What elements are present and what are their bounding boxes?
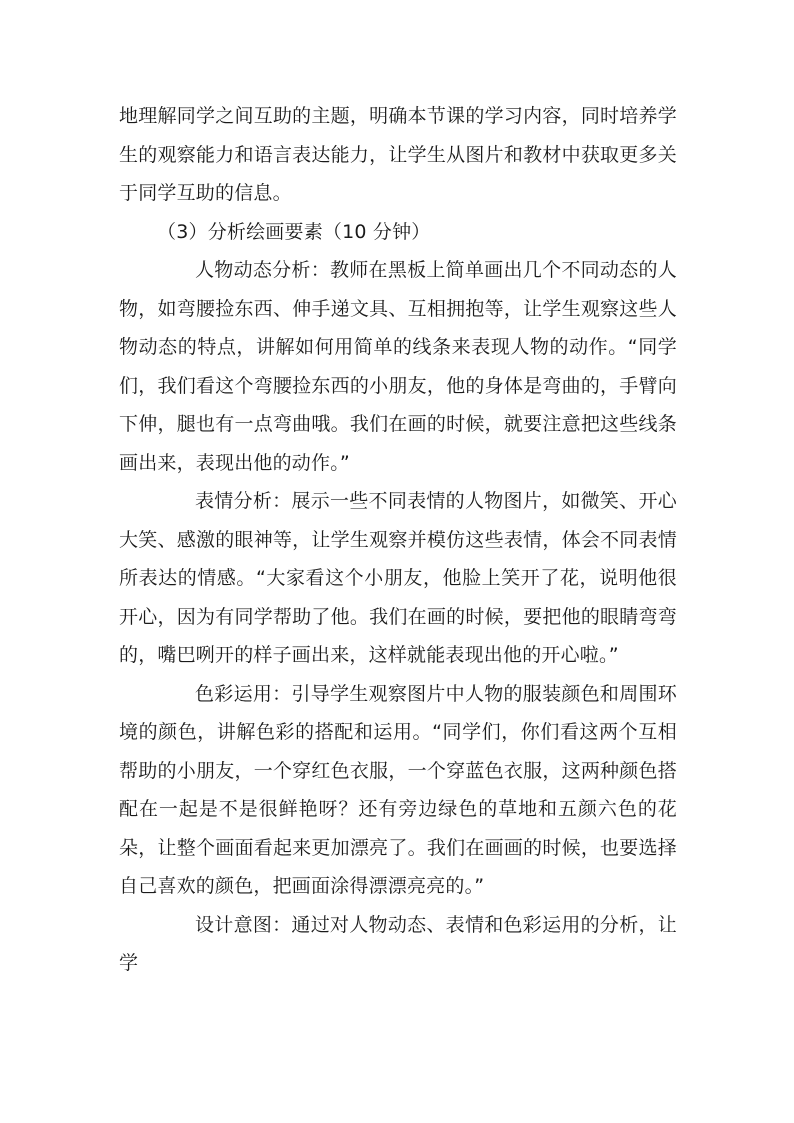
paragraph-color-usage: 色彩运用：引导学生观察图片中人物的服装颜色和周围环境的颜色，讲解色彩的搭配和运用。“同学们，你们看这两个互相帮助的小朋友，一个穿红色衣服，一个穿蓝色衣服，这两种颜色搭配在一起是不是很鲜艳呀？还有旁边绿色的草地和五颜六色的花朵，让整个画面看起来更加漂亮了。我们在画画的时候，也要选择自己喜欢的颜色，把画面涂得漂漂亮亮的。” bbox=[119, 682, 677, 897]
paragraph-figure-motion: 人物动态分析：教师在黑板上简单画出几个不同动态的人物，如弯腰捡东西、伸手递文具、互相拥抱等，让学生观察这些人物动态的特点，讲解如何用简单的线条来表现人物的动作。“同学们，我们看这个弯腰捡东西的小朋友，他的身体是弯曲的，手臂向下伸，腿也有一点弯曲哦。我们在画的时候，就要注意把这些线条画出来，表现出他的动作。” bbox=[119, 259, 677, 474]
paragraph-continuation: 地理解同学之间互助的主题，明确本节课的学习内容，同时培养学生的观察能力和语言表达能力，让学生从图片和教材中获取更多关于同学互助的信息。 bbox=[119, 105, 677, 204]
paragraph-design-intent: 设计意图：通过对人物动态、表情和色彩运用的分析，让学 bbox=[119, 913, 677, 974]
document-body bbox=[119, 97, 677, 983]
section-heading: （3）分析绘画要素（10 分钟） bbox=[157, 220, 431, 243]
paragraph-expression: 表情分析：展示一些不同表情的人物图片，如微笑、开心大笑、感激的眼神等，让学生观察并模仿这些表情，体会不同表情所表达的情感。“大家看这个小朋友，他脸上笑开了花，说明他很开心，因为有同学帮助了他。我们在画的时候，要把他的眼睛弯弯的，嘴巴咧开的样子画出来，这样就能表现出他的开心啦。” bbox=[119, 490, 677, 666]
